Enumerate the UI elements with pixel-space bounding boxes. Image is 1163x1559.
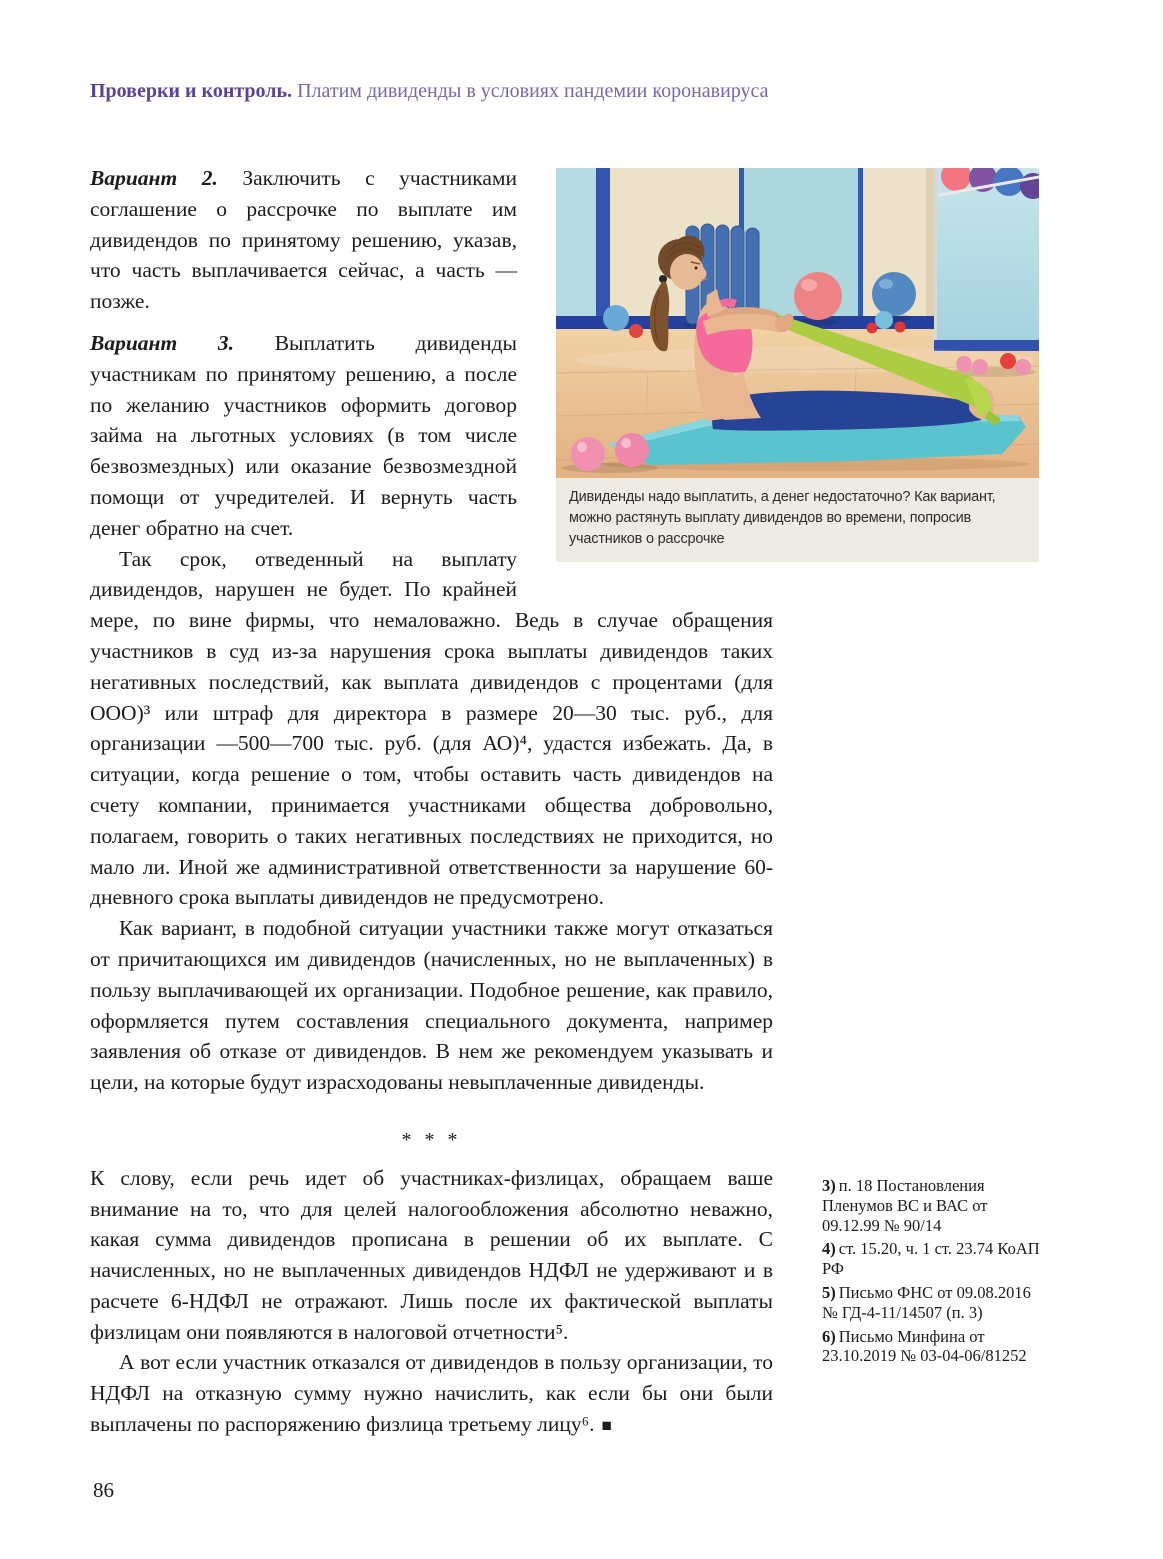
photo-caption: [556, 478, 1039, 562]
paragraph-ndfl: [90, 1347, 773, 1441]
paragraph-text: К слову, если речь идет об участниках-физлицах, обращаем ваше внимание на то, что для целей налогообложения абсолютно неважно, какая сумма дивидендов прописана в решении об их выплате. С начисленных, но не выплаченных дивидендов НДФЛ не удерживают и в расчете 6-НДФЛ не отражают. Лишь после их фактической выплаты физлицам они появляются в налоговой отчетности⁵.: [90, 1165, 773, 1344]
page-number: 86: [93, 1478, 114, 1502]
footnote-number: 3): [822, 1176, 836, 1195]
running-head-section: Проверки и контроль.: [90, 80, 293, 102]
photo-caption-text: Дивиденды надо выплатить, а денег недостаточно? Как вариант, можно растянуть выплату дивидендов во времени, попросив участников о рассрочке: [569, 489, 996, 547]
paragraph-text: Заключить с участниками соглашение о рассрочке по выплате им дивидендов по принятому решению, указав, что часть выплачивается сейчас, а часть — позже.: [90, 166, 517, 314]
running-head-title: Платим дивиденды в условиях пандемии коронавируса: [297, 80, 769, 102]
paragraph-text: Как вариант, в подобной ситуации участники также могут отказаться от причитающихся им дивидендов (начисленных, но не выплаченных) в пользу выплачивающей их организации. Подобное решение, как правило, оформляется путем составления специального документа, например заявления об отказе от дивидендов. В нем же рекомендуем указывать и цели, на которые будут израсходованы невыплаченные дивиденды.: [90, 916, 773, 1095]
paragraph-individuals: [90, 1163, 773, 1348]
paragraph-deadline: [90, 544, 773, 914]
asterisk-separator: * * *: [401, 1128, 462, 1151]
footnote-4: [822, 1239, 1048, 1279]
paragraph-text: Выплатить дивиденды участникам по принятому решению, а после по желанию участников оформить договор займа на льготных условиях (в том числе безвозмездных) или оказание безвозмездной помощи от учредителей. И вернуть часть денег обратно на счет.: [90, 330, 517, 540]
warm-tint-overlay: [556, 168, 1039, 478]
footnotes: [822, 1176, 1048, 1370]
footnote-text: п. 18 Постановления Пленумов ВС и ВАС от 09.12.99 № 90/14: [822, 1176, 988, 1235]
footnote-text: ст. 15.20, ч. 1 ст. 23.74 КоАП РФ: [822, 1239, 1040, 1279]
footnote-number: 4): [822, 1239, 836, 1259]
paragraph-lead: Вариант 3.: [90, 330, 235, 355]
footnote-number: 6): [822, 1326, 836, 1346]
photo-figure: [556, 168, 1039, 562]
paragraph-lead: Вариант 2.: [90, 166, 218, 190]
end-marker: ■: [601, 1416, 612, 1436]
paragraph-text: Так срок, отведенный на выплату дивидендов, нарушен не будет. По крайней мере, по вине фирмы, что немаловажно. Ведь в случае обращения участников в суд из-за нарушения срока выплаты дивидендов таких негативных последствий, как выплата дивидендов с процентами (для ООО)³ или штраф для директора в размере 20—30 тыс. руб., для организации —500—700 тыс. руб. (для АО)⁴, удастся избежать. Да, в ситуации, когда решение о том, чтобы оставить часть дивидендов на счету компании, принимается участниками общества добровольно, полагаем, говорить о таких негативных последствиях не приходится, но мало ли. Иной же административной ответственности за нарушение 60-дневного срока выплаты дивидендов не предусмотрено.: [90, 546, 773, 910]
footnote-6: [822, 1327, 1048, 1367]
footnote-text: Письмо Минфина от 23.10.2019 № 03-04-06/81252: [822, 1326, 1027, 1366]
running-head: [90, 80, 769, 103]
gym-photo-illustration: [556, 168, 1039, 478]
paragraph-refusal: [90, 913, 773, 1098]
footnote-text: Письмо ФНС от 09.08.2016 № ГД-4-11/14507 (п. 3): [822, 1282, 1031, 1322]
paragraph-text: А вот если участник отказался от дивидендов в пользу организации, то НДФЛ на отказную сумму нужно начислить, как если бы они были выплачены по распоряжению физлица третьему лицу⁶.: [90, 1350, 773, 1437]
footnote-5: [822, 1283, 1048, 1323]
footnote-3: [822, 1176, 1048, 1235]
footnote-number: 5): [822, 1282, 836, 1302]
